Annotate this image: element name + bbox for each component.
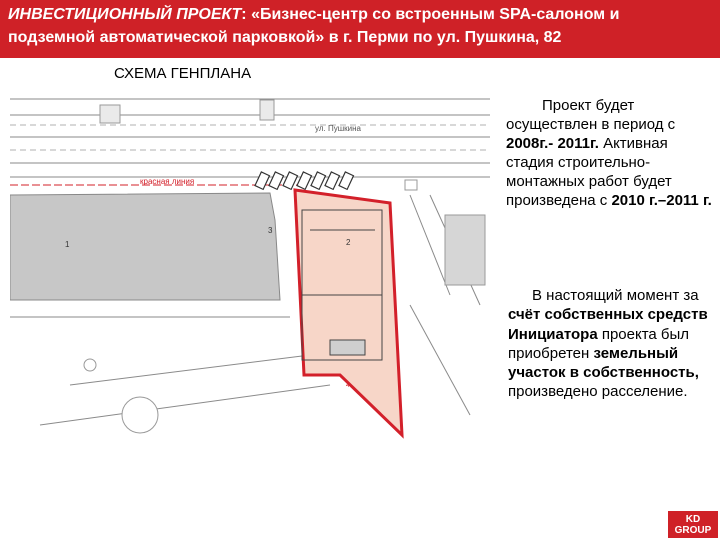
p2-funds-bold: счёт собственных средств Инициатора — [508, 306, 708, 343]
title-rest: : «Бизнес-центр со встроенным SPA-салоном и — [241, 6, 620, 23]
p2-text-c: произведено расселение. — [508, 383, 688, 401]
title-lead: ИНВЕСТИЦИОННЫЙ ПРОЕКТ — [8, 6, 242, 23]
kd-group-logo — [668, 511, 718, 538]
plan-title: СХЕМА ГЕНПЛАНА — [114, 65, 252, 82]
title-line-2: подземной автоматической парковкой» в г. Перми по ул. Пушкина, 82 — [8, 29, 562, 46]
p2-land-bold: земельный участок в собственность, — [508, 344, 699, 382]
current-status-paragraph — [508, 286, 713, 402]
site-plan — [10, 85, 490, 457]
title-banner — [0, 0, 720, 58]
p1-text-b: Активная стадия строительно-монтажных работ будет произведена с — [506, 135, 672, 209]
street-label: ул. Пушкина — [315, 124, 361, 133]
label-number-4: 4 — [346, 382, 350, 389]
p1-stage-bold: 2010 г.–2011 г. — [611, 192, 712, 209]
logo-line-1: KD — [685, 514, 701, 525]
title-line-1 — [8, 6, 619, 24]
neighbour-building — [10, 193, 280, 300]
p2-text-b: проекта был приобретен — [508, 325, 690, 362]
current-status-text — [508, 286, 713, 402]
label-number-3: 3 — [268, 226, 273, 235]
red-line-label: красная линия — [140, 177, 195, 186]
p1-text-a: Проект будет осуществлен в период с — [506, 97, 676, 133]
p2-text-a: В настоящий момент за — [532, 287, 699, 304]
project-period-text — [506, 96, 716, 210]
label-number-2: 2 — [346, 238, 351, 247]
label-number-1: 1 — [65, 240, 70, 249]
logo-line-2: GROUP — [674, 525, 712, 536]
p1-period-bold: 2008г.- 2011г. — [506, 135, 599, 152]
project-period-paragraph — [506, 96, 716, 210]
